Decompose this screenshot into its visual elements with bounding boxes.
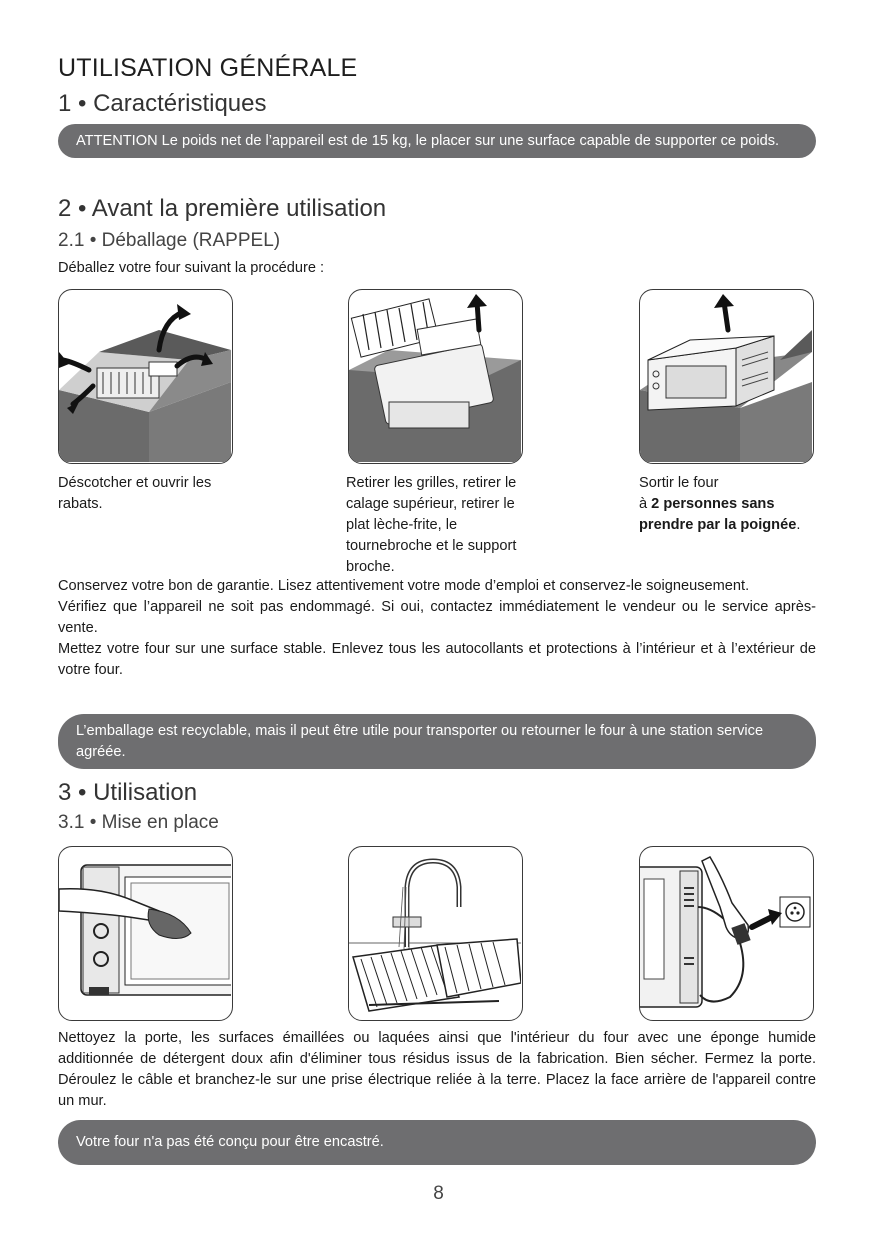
section-1-heading: 1 • Caractéristiques <box>58 90 267 117</box>
warranty-paragraph: Conservez votre bon de garantie. Lisez attentivement votre mode d’emploi et conservez-le soigneusement. <box>58 578 750 594</box>
unpack-step-2-illustration <box>348 289 523 464</box>
unpack-step-3-caption-prefix: à <box>639 496 652 512</box>
unpack-step-1-illustration <box>58 289 233 464</box>
setup-step-2-illustration <box>348 846 523 1021</box>
section-2-heading: 2 • Avant la première utilisation <box>58 195 387 222</box>
section-3-1-heading: 3.1 • Mise en place <box>58 812 219 833</box>
unpack-step-2-caption: Retirer les grilles, retirer le calage supérieur, retirer le plat lèche-frite, le tournebroche et le support broche. <box>346 475 517 575</box>
recycling-note: L’emballage est recyclable, mais il peut être utile pour transporter ou retourner le four à une station service agréée. <box>58 714 816 769</box>
section-3-heading: 3 • Utilisation <box>58 779 198 806</box>
lift-oven-icon <box>640 290 812 462</box>
unpack-step-3-caption-line1: Sortir le four <box>639 475 719 491</box>
box-open-flaps-icon <box>59 290 231 462</box>
damage-check-paragraph: Vérifiez que l’appareil ne soit pas endommagé. Si oui, contactez immédiatement le vendeur ou le service après-vente. <box>58 599 816 636</box>
remove-racks-icon <box>349 290 521 462</box>
setup-instructions: Nettoyez la porte, les surfaces émaillées ou laquées ainsi que l'intérieur du four avec une éponge humide additionnée de détergent doux afin d'éliminer tous résidus issus de la fabrication. Bien sécher. Fermez la porte. Déroulez le câble et branchez-le sur une prise électrique reliée à la terre. Placez la face arrière de l'appareil contre un mur. <box>58 1030 816 1109</box>
not-built-in-note: Votre four n'a pas été conçu pour être encastré. <box>58 1120 816 1165</box>
unpack-step-3-caption-suffix: . <box>796 517 801 533</box>
page-number: 8 <box>433 1183 444 1204</box>
page-title: UTILISATION GÉNÉRALE <box>58 54 358 82</box>
unpack-step-3-caption <box>639 473 829 536</box>
plug-in-icon <box>640 847 812 1019</box>
wipe-door-icon <box>59 847 231 1019</box>
setup-step-3-illustration <box>639 846 814 1021</box>
section-2-1-heading: 2.1 • Déballage (RAPPEL) <box>58 230 281 251</box>
unpack-step-3-caption-bold: 2 personnes sans prendre par la poignée <box>639 496 797 533</box>
setup-step-1-illustration <box>58 846 233 1021</box>
unpack-step-3-illustration <box>639 289 814 464</box>
stable-surface-paragraph: Mettez votre four sur une surface stable. Enlevez tous les autocollants et protections à l’intérieur et à l’extérieur de votre four. <box>58 641 816 678</box>
weight-warning-note: ATTENTION Le poids net de l’appareil est de 15 kg, le placer sur une surface capable de supporter ce poids. <box>58 124 816 158</box>
rinse-racks-icon <box>349 847 521 1019</box>
unpacking-instructions <box>58 576 816 681</box>
unpack-step-1-caption: Déscotcher et ouvrir les rabats. <box>58 475 212 512</box>
unpacking-intro: Déballez votre four suivant la procédure : <box>58 260 325 276</box>
